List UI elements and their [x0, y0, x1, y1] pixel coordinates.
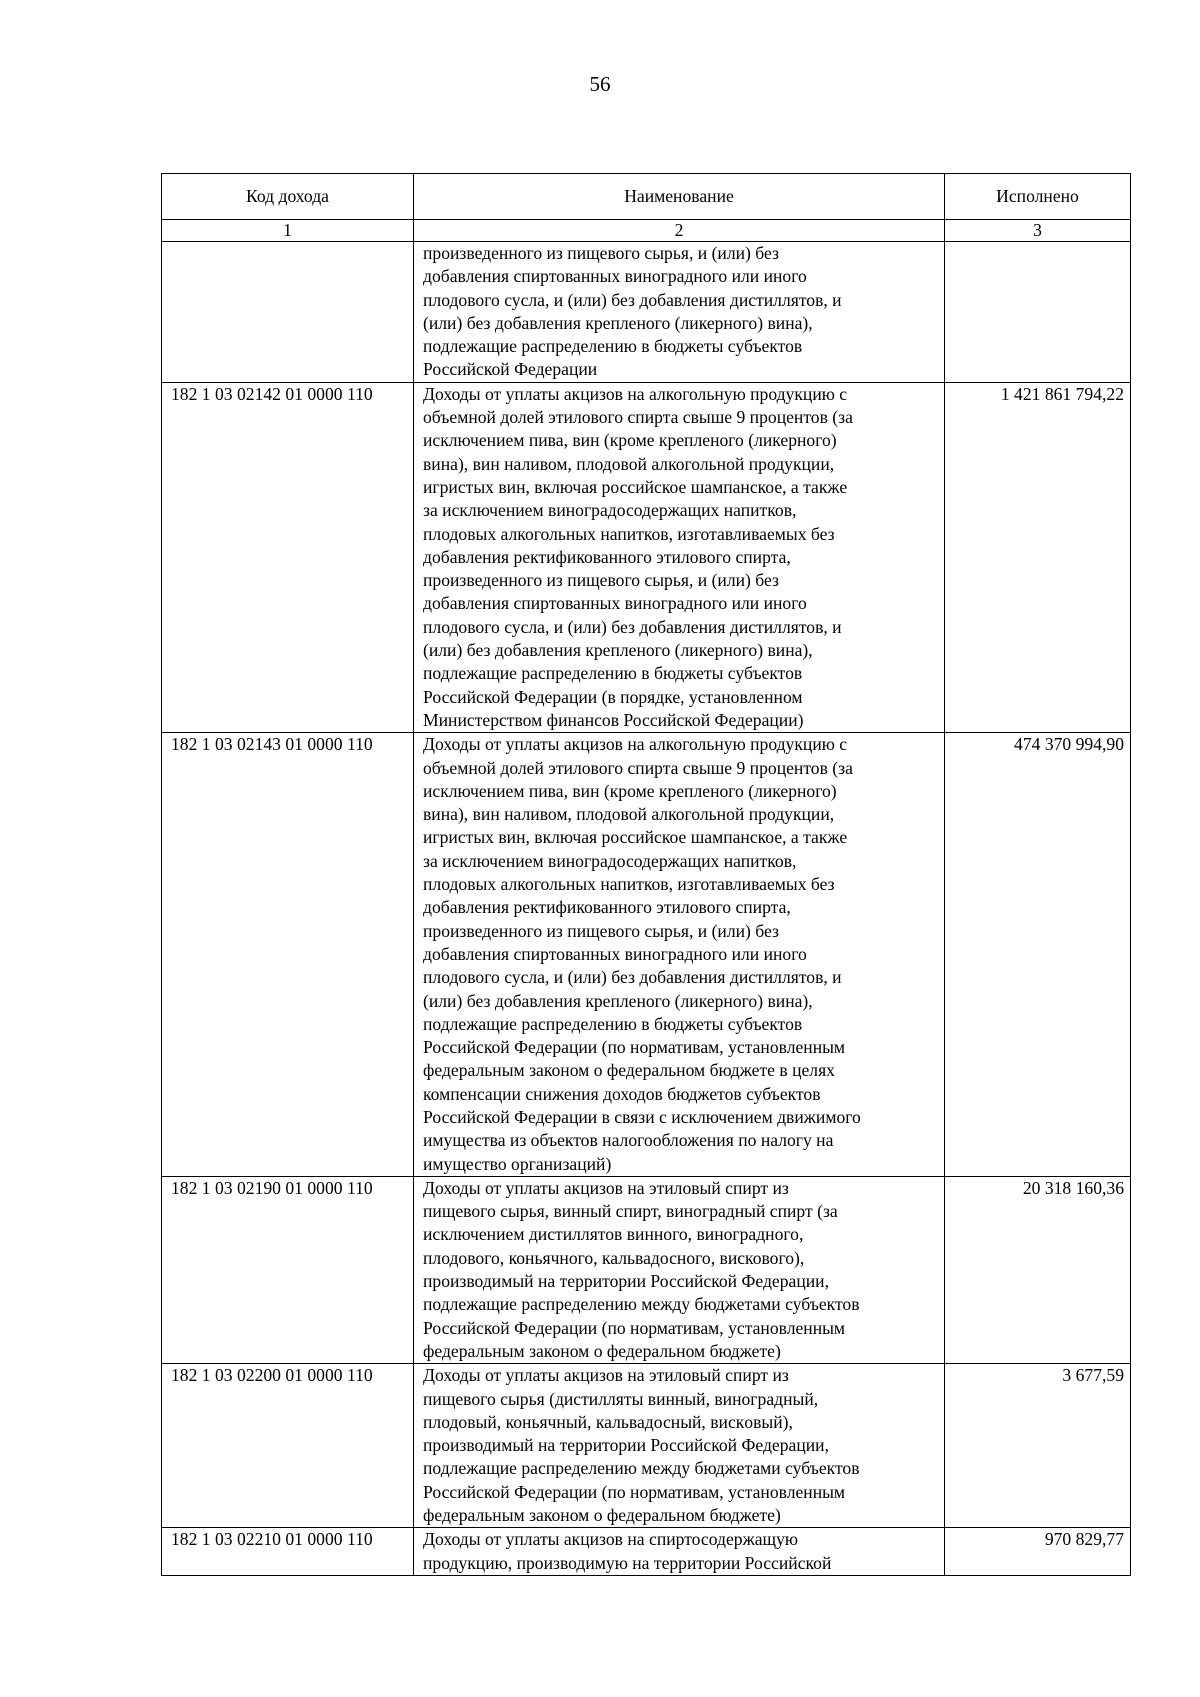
income-name-line: пищевого сырья (дистилляты винный, виноградный, — [423, 1388, 819, 1409]
income-code-cell: 182 1 03 02190 01 0000 110 — [162, 1176, 414, 1363]
table-row — [162, 733, 1131, 1177]
income-code-cell: 182 1 03 02143 01 0000 110 — [162, 733, 414, 1177]
income-name-line: Российской Федерации (по нормативам, установленным — [423, 1481, 846, 1502]
income-name-line: добавления спиртованных виноградного или иного — [423, 943, 807, 964]
income-name-line: Российской Федерации (в порядке, установленном — [423, 686, 803, 707]
income-name-line: Доходы от уплаты акцизов на алкогольную продукцию с — [423, 383, 848, 404]
income-name-line: Российской Федерации — [423, 359, 598, 380]
income-name-line: Российской Федерации (по нормативам, установленным — [423, 1317, 846, 1338]
income-name-line: добавления спиртованных виноградного или иного — [423, 266, 807, 287]
income-name-line: федеральным законом о федеральном бюджете в целях — [423, 1060, 835, 1081]
income-name-line: Доходы от уплаты акцизов на этиловый спирт из — [423, 1177, 789, 1198]
income-name-line: Российской Федерации в связи с исключением движимого — [423, 1106, 861, 1127]
table-row — [162, 1364, 1131, 1528]
income-name-line: (или) без добавления крепленого (ликерного) вина), — [423, 990, 813, 1011]
header-executed: Исполнено — [945, 174, 1131, 220]
income-name-line: добавления спиртованных виноградного или иного — [423, 593, 807, 614]
income-name-line: исключением дистиллятов винного, виноградного, — [423, 1224, 804, 1245]
table-row — [162, 1528, 1131, 1576]
income-name-cell — [414, 242, 945, 383]
income-code-cell: 182 1 03 02142 01 0000 110 — [162, 382, 414, 732]
income-name-line: продукцию, производимую на территории Российской — [423, 1552, 832, 1573]
income-name-line: Доходы от уплаты акцизов на этиловый спирт из — [423, 1365, 789, 1386]
income-name-line: плодовых алкогольных напитков, изготавливаемых без — [423, 874, 835, 895]
income-name-line: плодового сусла, и (или) без добавления дистиллятов, и — [423, 967, 842, 988]
executed-amount-cell: 20 318 160,36 — [945, 1176, 1131, 1363]
income-name-line: Российской Федерации (по нормативам, установленным — [423, 1037, 846, 1058]
page-number: 56 — [589, 72, 611, 96]
income-name-cell — [414, 733, 945, 1177]
income-name-line: объемной долей этилового спирта свыше 9 процентов (за — [423, 757, 853, 778]
income-name-line: подлежащие распределению между бюджетами субъектов — [423, 1294, 860, 1315]
column-number-3: 3 — [945, 220, 1131, 242]
executed-amount-cell — [945, 242, 1131, 383]
income-name-line: добавления ректификованного этилового спирта, — [423, 897, 791, 918]
income-name-line: плодового, коньячного, кальвадосного, вискового), — [423, 1247, 805, 1268]
income-name-line: за исключением виноградосодержащих напитков, — [423, 850, 797, 871]
column-number-row — [162, 220, 1131, 242]
column-number-2: 2 — [414, 220, 945, 242]
income-name-line: подлежащие распределению между бюджетами субъектов — [423, 1458, 860, 1479]
income-name-line: произведенного из пищевого сырья, и (или) без — [423, 570, 779, 591]
income-name-cell — [414, 1528, 945, 1576]
header-row — [162, 174, 1131, 220]
income-name-line: Доходы от уплаты акцизов на спиртосодержащую — [423, 1529, 799, 1550]
income-name-line: производимый на территории Российской Федерации, — [423, 1435, 829, 1456]
executed-amount-cell: 3 677,59 — [945, 1364, 1131, 1528]
income-name-line: игристых вин, включая российское шампанское, а также — [423, 827, 848, 848]
table-row — [162, 242, 1131, 383]
income-name-line: вина), вин наливом, плодовой алкогольной продукции, — [423, 453, 835, 474]
income-code-cell: 182 1 03 02210 01 0000 110 — [162, 1528, 414, 1576]
income-name-line: имущества из объектов налогообложения по налогу на — [423, 1130, 834, 1151]
income-name-line: производимый на территории Российской Федерации, — [423, 1271, 829, 1292]
column-number-1: 1 — [162, 220, 414, 242]
income-name-line: вина), вин наливом, плодовой алкогольной продукции, — [423, 804, 835, 825]
income-name-line: Доходы от уплаты акцизов на алкогольную продукцию с — [423, 734, 848, 755]
income-name-line: плодового сусла, и (или) без добавления дистиллятов, и — [423, 616, 842, 637]
income-name-line: подлежащие распределению в бюджеты субъектов — [423, 663, 803, 684]
income-name-line: объемной долей этилового спирта свыше 9 процентов (за — [423, 407, 853, 428]
executed-amount-cell: 474 370 994,90 — [945, 733, 1131, 1177]
income-name-line: плодовых алкогольных напитков, изготавливаемых без — [423, 523, 835, 544]
income-name-line: исключением пива, вин (кроме крепленого (ликерного) — [423, 780, 837, 801]
income-name-line: подлежащие распределению в бюджеты субъектов — [423, 336, 803, 357]
income-name-line: добавления ректификованного этилового спирта, — [423, 546, 791, 567]
income-name-line: пищевого сырья, винный спирт, виноградный спирт (за — [423, 1201, 838, 1222]
revenue-table — [161, 173, 1131, 1576]
income-name-line: (или) без добавления крепленого (ликерного) вина), — [423, 640, 813, 661]
income-name-line: подлежащие распределению в бюджеты субъектов — [423, 1013, 803, 1034]
table-row — [162, 1176, 1131, 1363]
income-name-cell — [414, 382, 945, 732]
income-name-line: игристых вин, включая российское шампанское, а также — [423, 476, 848, 497]
executed-amount-cell: 970 829,77 — [945, 1528, 1131, 1576]
income-code-cell — [162, 242, 414, 383]
income-name-line: федеральным законом о федеральном бюджете) — [423, 1340, 781, 1361]
table-row — [162, 382, 1131, 732]
income-name-line: (или) без добавления крепленого (ликерного) вина), — [423, 312, 813, 333]
income-name-line: федеральным законом о федеральном бюджете) — [423, 1505, 781, 1526]
income-name-line: исключением пива, вин (кроме крепленого (ликерного) — [423, 430, 837, 451]
executed-amount-cell: 1 421 861 794,22 — [945, 382, 1131, 732]
income-name-line: имущество организаций) — [423, 1153, 612, 1174]
income-code-cell: 182 1 03 02200 01 0000 110 — [162, 1364, 414, 1528]
header-income-code: Код дохода — [162, 174, 414, 220]
income-name-line: произведенного из пищевого сырья, и (или) без — [423, 920, 779, 941]
income-name-line: плодовый, коньячный, кальвадосный, вискoвый), — [423, 1411, 793, 1432]
income-name-line: произведенного из пищевого сырья, и (или) без — [423, 243, 779, 263]
income-name-line: за исключением виноградосодержащих напитков, — [423, 500, 797, 521]
income-name-cell — [414, 1176, 945, 1363]
income-name-line: компенсации снижения доходов бюджетов субъектов — [423, 1083, 821, 1104]
income-name-cell — [414, 1364, 945, 1528]
income-name-line: плодового сусла, и (или) без добавления дистиллятов, и — [423, 289, 842, 310]
income-name-line: Министерством финансов Российской Федерации) — [423, 709, 804, 730]
header-name: Наименование — [414, 174, 945, 220]
